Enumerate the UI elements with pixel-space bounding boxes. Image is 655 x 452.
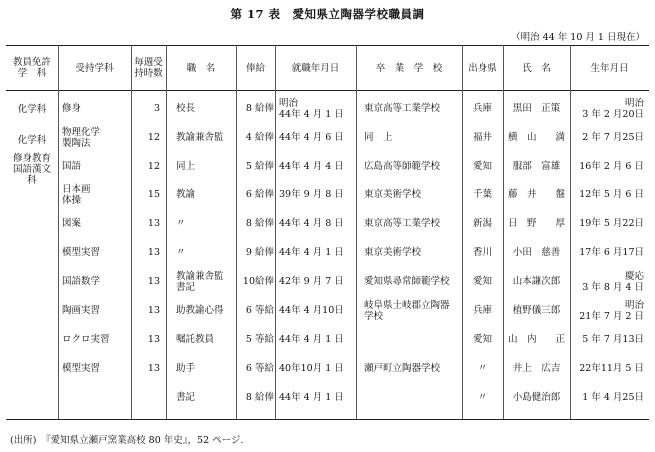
cell-subject: 物理化学 製陶法 <box>62 126 101 149</box>
cell-position: 助手 <box>176 363 196 374</box>
cell-birth: 5 年 7 月13日 <box>582 334 644 345</box>
header-start-date: 就職年月日 <box>291 62 340 74</box>
cell-start-date: 44年 4 月 1 日 <box>279 247 344 258</box>
cell-position: 校長 <box>176 103 196 114</box>
cell-position: 嘱託教員 <box>176 334 215 345</box>
cell-position: 助教諭心得 <box>176 305 224 316</box>
cell-salary: 6 等給 <box>245 305 274 316</box>
cell-origin: 千葉 <box>472 189 492 200</box>
cell-subject: 模型実習 <box>62 363 101 374</box>
cell-school: 愛知県尋常師範学校 <box>364 276 450 287</box>
license-note: 修身教育 国語漢文 科 <box>12 153 51 186</box>
col-separator <box>356 45 357 419</box>
cell-salary: 8 給俸 <box>245 392 274 403</box>
cell-salary: 8 給俸 <box>245 103 274 114</box>
header-position: 職 名 <box>186 62 216 74</box>
cell-name: 黒田 正策 <box>512 103 561 114</box>
header-bottom-rule <box>6 90 649 91</box>
cell-birth: 19年 5 月22日 <box>579 218 644 229</box>
cell-birth: 明治 21年 7 月 2 日 <box>579 299 644 322</box>
cell-birth: 12年 5 月 6 日 <box>579 189 644 200</box>
cell-salary: 4 給俸 <box>245 132 274 143</box>
cell-subject: 修身 <box>62 103 82 114</box>
cell-name: 横 山 満 <box>507 132 565 143</box>
cell-start-date: 44年 4 月 4 日 <box>279 161 344 172</box>
cell-birth: 16年 2 月 6 日 <box>579 161 644 172</box>
cell-position: 教諭兼舎監 書記 <box>176 270 224 293</box>
cell-salary: 10給俸 <box>242 276 274 287</box>
cell-birth: 慶応 3 年 8 月 4 日 <box>582 270 644 293</box>
cell-origin: 兵庫 <box>472 103 492 114</box>
cell-position: 書記 <box>176 392 196 403</box>
header-subject: 受持学科 <box>75 62 114 74</box>
col-separator <box>166 45 167 419</box>
cell-subject: 国語 <box>62 161 82 172</box>
cell-subject: 模型実習 <box>62 247 101 258</box>
license-note: 化学科 <box>17 104 47 115</box>
cell-position: 教諭兼舎監 <box>176 132 224 143</box>
cell-start-date: 40年10月 1 日 <box>279 363 344 374</box>
cell-name: 山 内 正 <box>507 334 565 345</box>
cell-origin: 愛知 <box>472 334 492 345</box>
header-hours: 毎週受 持時数 <box>134 57 163 79</box>
cell-subject: 日本画 体操 <box>62 183 91 206</box>
cell-start-date: 42年 9 月 7 日 <box>279 276 344 287</box>
header-school: 卒 業 学 校 <box>375 62 443 74</box>
cell-school: 東京美術学校 <box>364 247 422 258</box>
cell-origin: 〃 <box>477 392 488 403</box>
cell-hours: 13 <box>147 363 160 374</box>
cell-name: 山本謙次郎 <box>512 276 561 287</box>
cell-salary: 6 給俸 <box>245 189 274 200</box>
header-birth: 生年月日 <box>590 62 629 74</box>
cell-start-date: 44年 4 月10日 <box>279 305 344 316</box>
cell-origin: 新潟 <box>472 218 492 229</box>
cell-salary: 6 等給 <box>245 363 274 374</box>
cell-salary: 9 給俸 <box>245 247 274 258</box>
cell-start-date: 44年 4 月 1 日 <box>279 392 344 403</box>
cell-position: 〃 <box>176 247 186 258</box>
cell-salary: 5 給俸 <box>245 161 274 172</box>
col-separator <box>58 45 59 419</box>
cell-hours: 12 <box>147 161 160 172</box>
cell-school: 広島高等師範学校 <box>364 161 441 172</box>
header-license: 教員免許 学 科 <box>12 57 51 79</box>
cell-origin: 兵庫 <box>472 305 492 316</box>
cell-school: 同 上 <box>364 132 393 143</box>
cell-start-date: 39年 9 月 8 日 <box>279 189 344 200</box>
header-origin: 出身県 <box>468 62 497 74</box>
source-note: (出所) 『愛知県立瀬戸窯業高校 80 年史』，52 ページ. <box>10 435 244 446</box>
table-title: 第 17 表 愛知県立陶器学校職員調 <box>230 7 425 21</box>
license-note: 化学科 <box>17 135 47 146</box>
cell-school: 東京高等工業学校 <box>364 218 441 229</box>
cell-hours: 13 <box>147 247 160 258</box>
cell-birth: 2 年 7 月25日 <box>582 132 644 143</box>
cell-origin: 愛知 <box>472 161 492 172</box>
cell-origin: 愛知 <box>472 276 492 287</box>
cell-name: 服部 富雄 <box>512 161 561 172</box>
cell-salary: 5 等給 <box>245 334 274 345</box>
cell-school: 東京美術学校 <box>364 189 422 200</box>
cell-subject: 図案 <box>62 218 82 229</box>
cell-school: 瀬戸町立陶器学校 <box>364 363 441 374</box>
cell-name: 植野儀三郎 <box>512 305 561 316</box>
cell-origin: 福井 <box>472 132 492 143</box>
cell-start-date: 明治 44年 4 月 1 日 <box>279 97 344 120</box>
cell-school: 東京高等工業学校 <box>364 103 441 114</box>
cell-hours: 3 <box>153 103 160 114</box>
cell-school: 岐阜県土岐郡立陶器 学校 <box>364 299 450 322</box>
cell-subject: 陶画実習 <box>62 305 101 316</box>
cell-name: 日 野 厚 <box>507 218 565 229</box>
cell-hours: 15 <box>147 189 160 200</box>
cell-position: 同上 <box>176 161 196 172</box>
table-top-rule <box>6 45 649 46</box>
header-name: 氏 名 <box>522 62 551 74</box>
cell-position: 教諭 <box>176 189 196 200</box>
cell-hours: 13 <box>147 334 160 345</box>
cell-hours: 13 <box>147 305 160 316</box>
cell-start-date: 44年 4 月 1 日 <box>279 334 344 345</box>
cell-name: 藤 井 盤 <box>507 189 565 200</box>
cell-subject: 国語数学 <box>62 276 101 287</box>
cell-birth: 明治 3 年 2 月20日 <box>582 97 644 120</box>
cell-hours: 13 <box>147 276 160 287</box>
cell-salary: 8 給俸 <box>245 218 274 229</box>
table-bottom-rule <box>6 419 649 420</box>
cell-birth: 22年11月 5 日 <box>579 363 644 374</box>
col-separator <box>570 45 571 419</box>
cell-birth: 17年 6 月17日 <box>579 247 644 258</box>
as-of-date: （明治 44 年 10 月 1 日現在） <box>511 32 645 43</box>
cell-name: 井上 広吉 <box>512 363 561 374</box>
cell-start-date: 44年 4 月 8 日 <box>279 218 344 229</box>
cell-origin: 香川 <box>472 247 492 258</box>
cell-hours: 13 <box>147 218 160 229</box>
cell-birth: 1 年 4 月25日 <box>582 392 644 403</box>
cell-start-date: 44年 4 月 6 日 <box>279 132 344 143</box>
cell-origin: 〃 <box>477 363 488 374</box>
col-separator <box>275 45 276 419</box>
cell-name: 小島健治郎 <box>512 392 561 403</box>
cell-name: 小田 慈善 <box>512 247 561 258</box>
cell-subject: ロクロ実習 <box>62 334 110 345</box>
cell-position: 〃 <box>176 218 186 229</box>
cell-hours: 12 <box>147 132 160 143</box>
header-salary: 俸給 <box>245 62 265 74</box>
